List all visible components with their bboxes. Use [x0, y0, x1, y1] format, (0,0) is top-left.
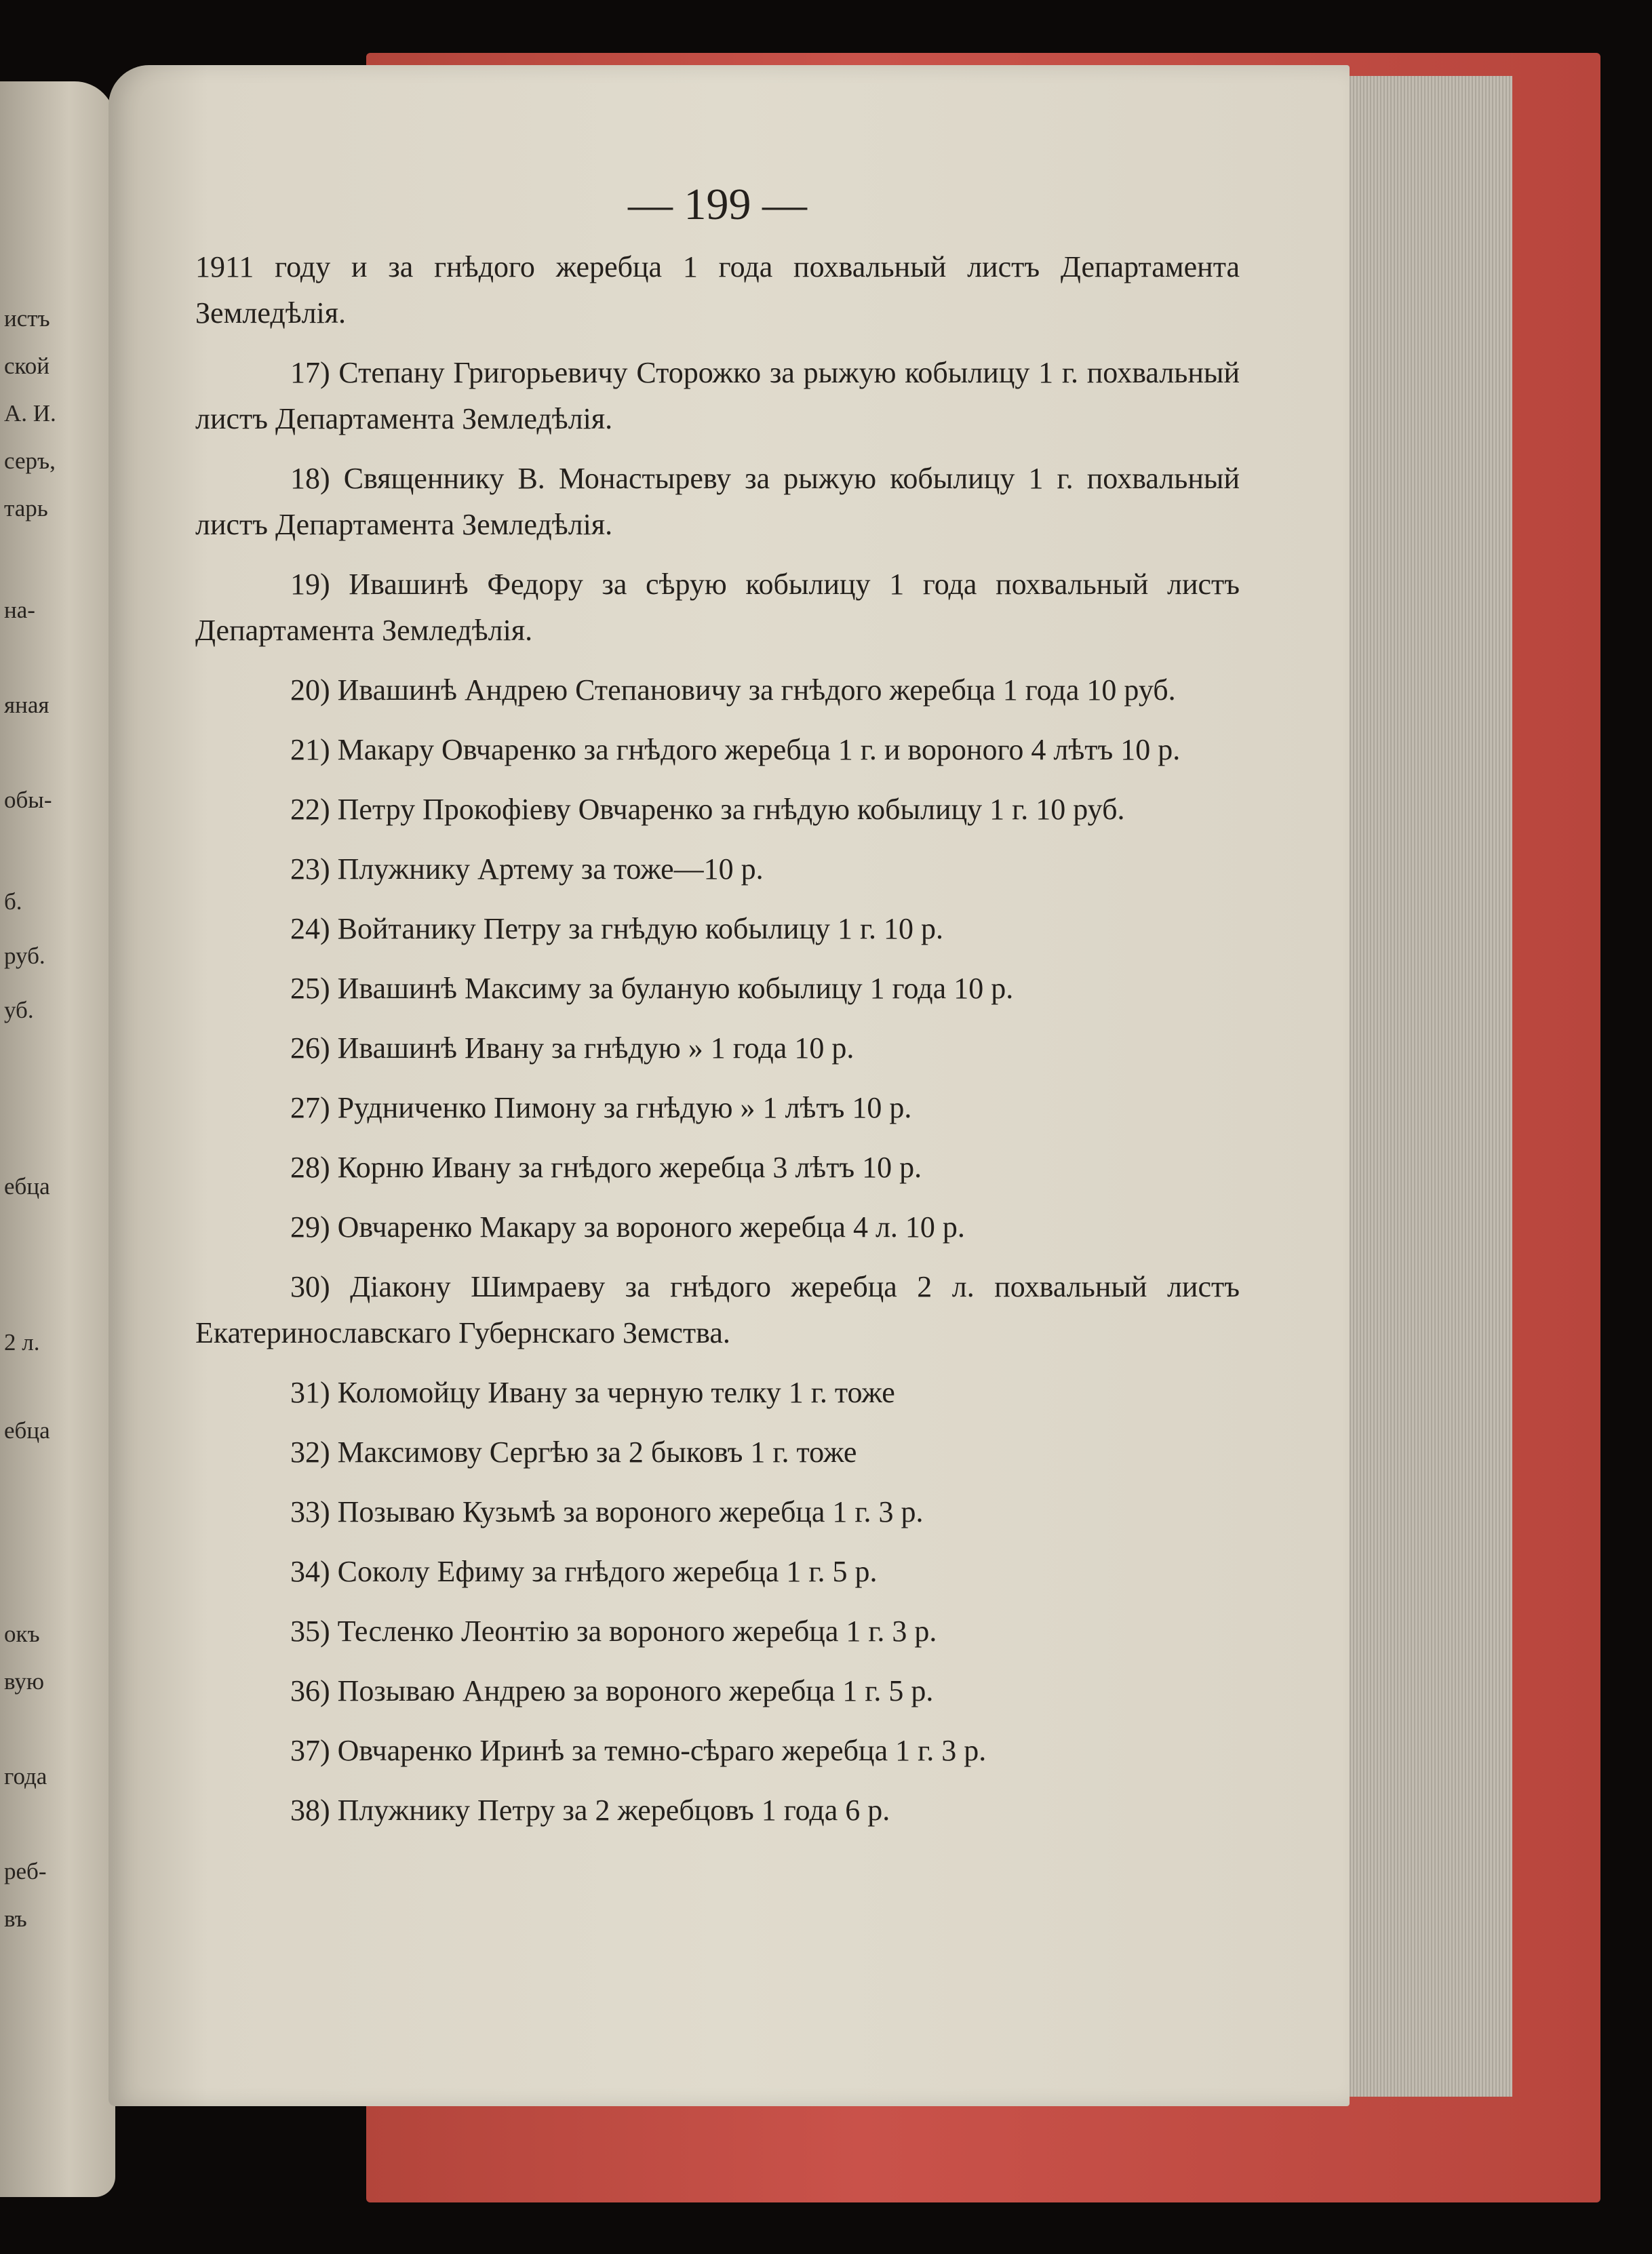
- entry-38: 38) Плужнику Петру за 2 жеребцовъ 1 года 6 р.: [290, 1794, 890, 1827]
- entry-23: 23) Плужнику Артему за тоже—10 р.: [290, 852, 764, 886]
- left-fragment: уб.: [4, 997, 34, 1023]
- entry-27: 27) Рудниченко Пимону за гнѣдую » 1 лѣтъ 10 р.: [290, 1091, 912, 1124]
- entry-24: 24) Войтанику Петру за гнѣдую кобылицу 1 г. 10 р.: [290, 912, 944, 945]
- page-content: [195, 182, 1240, 1847]
- left-fragment: ской: [4, 353, 50, 379]
- left-fragment: ебца: [4, 1417, 50, 1444]
- entry-35: 35) Тесленко Леонтію за вороного жеребца 1 г. 3 р.: [290, 1615, 937, 1648]
- entry-19: 19) Ивашинѣ Федору за сѣрую кобылицу 1 года похвальный листъ Департамента Земледѣлія.: [195, 568, 1240, 647]
- left-fragment: вую: [4, 1668, 44, 1695]
- entry-17: 17) Степану Григорьевичу Сторожко за рыжую кобылицу 1 г. похвальный листъ Департамента Земледѣлія.: [195, 356, 1240, 435]
- entry-33: 33) Позываю Кузьмѣ за вороного жеребца 1 г. 3 р.: [290, 1495, 924, 1528]
- left-fragment: 2 л.: [4, 1329, 40, 1356]
- left-fragment: руб.: [4, 943, 45, 969]
- entry-32: 32) Максимову Сергѣю за 2 быковъ 1 г. тоже: [290, 1436, 857, 1469]
- left-fragment: обы-: [4, 787, 52, 813]
- left-fragment: реб-: [4, 1858, 47, 1884]
- left-fragment: въ: [4, 1905, 27, 1932]
- left-fragment: тарь: [4, 495, 48, 521]
- left-fragment: года: [4, 1763, 47, 1790]
- left-fragment: окъ: [4, 1621, 40, 1647]
- entry-29: 29) Овчаренко Макару за вороного жеребца 4 л. 10 р.: [290, 1210, 965, 1244]
- left-fragment: серъ,: [4, 448, 56, 474]
- entry-31: 31) Коломойцу Ивану за черную телку 1 г. тоже: [290, 1376, 895, 1409]
- entry-18: 18) Священнику В. Монастыреву за рыжую кобылицу 1 г. похвальный листъ Департамента Земледѣлія.: [195, 462, 1240, 541]
- entry-1911: 1911 году и за гнѣдого жеребца 1 года похвальный листъ Департамента Земледѣлія.: [195, 250, 1240, 330]
- left-page: [0, 81, 115, 2197]
- entry-21: 21) Макару Овчаренко за гнѣдого жеребца 1 г. и вороного 4 лѣтъ 10 р.: [290, 733, 1181, 766]
- entry-28: 28) Корню Ивану за гнѣдого жеребца 3 лѣтъ 10 р.: [290, 1151, 922, 1184]
- left-fragment: А. И.: [4, 400, 56, 427]
- entry-34: 34) Соколу Ефиму за гнѣдого жеребца 1 г. 5 р.: [290, 1555, 878, 1588]
- entry-25: 25) Ивашинѣ Максиму за буланую кобылицу 1 года 10 р.: [290, 972, 1014, 1005]
- entry-22: 22) Петру Прокофіеву Овчаренко за гнѣдую кобылицу 1 г. 10 руб.: [290, 793, 1125, 826]
- left-fragment: яная: [4, 692, 50, 718]
- left-fragment: на-: [4, 597, 35, 623]
- entry-37: 37) Овчаренко Иринѣ за темно-сѣраго жеребца 1 г. 3 р.: [290, 1734, 987, 1767]
- page-edges: [1329, 76, 1512, 2097]
- left-fragment: б.: [4, 888, 22, 915]
- entry-30: 30) Діакону Шимраеву за гнѣдого жеребца 2 л. похвальный листъ Екатеринославскаго Губернскаго Земства.: [195, 1270, 1240, 1349]
- page-number: — 199 —: [628, 180, 807, 229]
- entry-36: 36) Позываю Андрею за вороного жеребца 1 г. 5 р.: [290, 1674, 934, 1707]
- entry-20: 20) Ивашинѣ Андрею Степановичу за гнѣдого жеребца 1 года 10 руб.: [290, 673, 1176, 707]
- entry-26: 26) Ивашинѣ Ивану за гнѣдую » 1 года 10 р.: [290, 1031, 854, 1065]
- right-page: [109, 65, 1350, 2106]
- left-fragment: истъ: [4, 305, 50, 332]
- left-fragment: ебца: [4, 1173, 50, 1200]
